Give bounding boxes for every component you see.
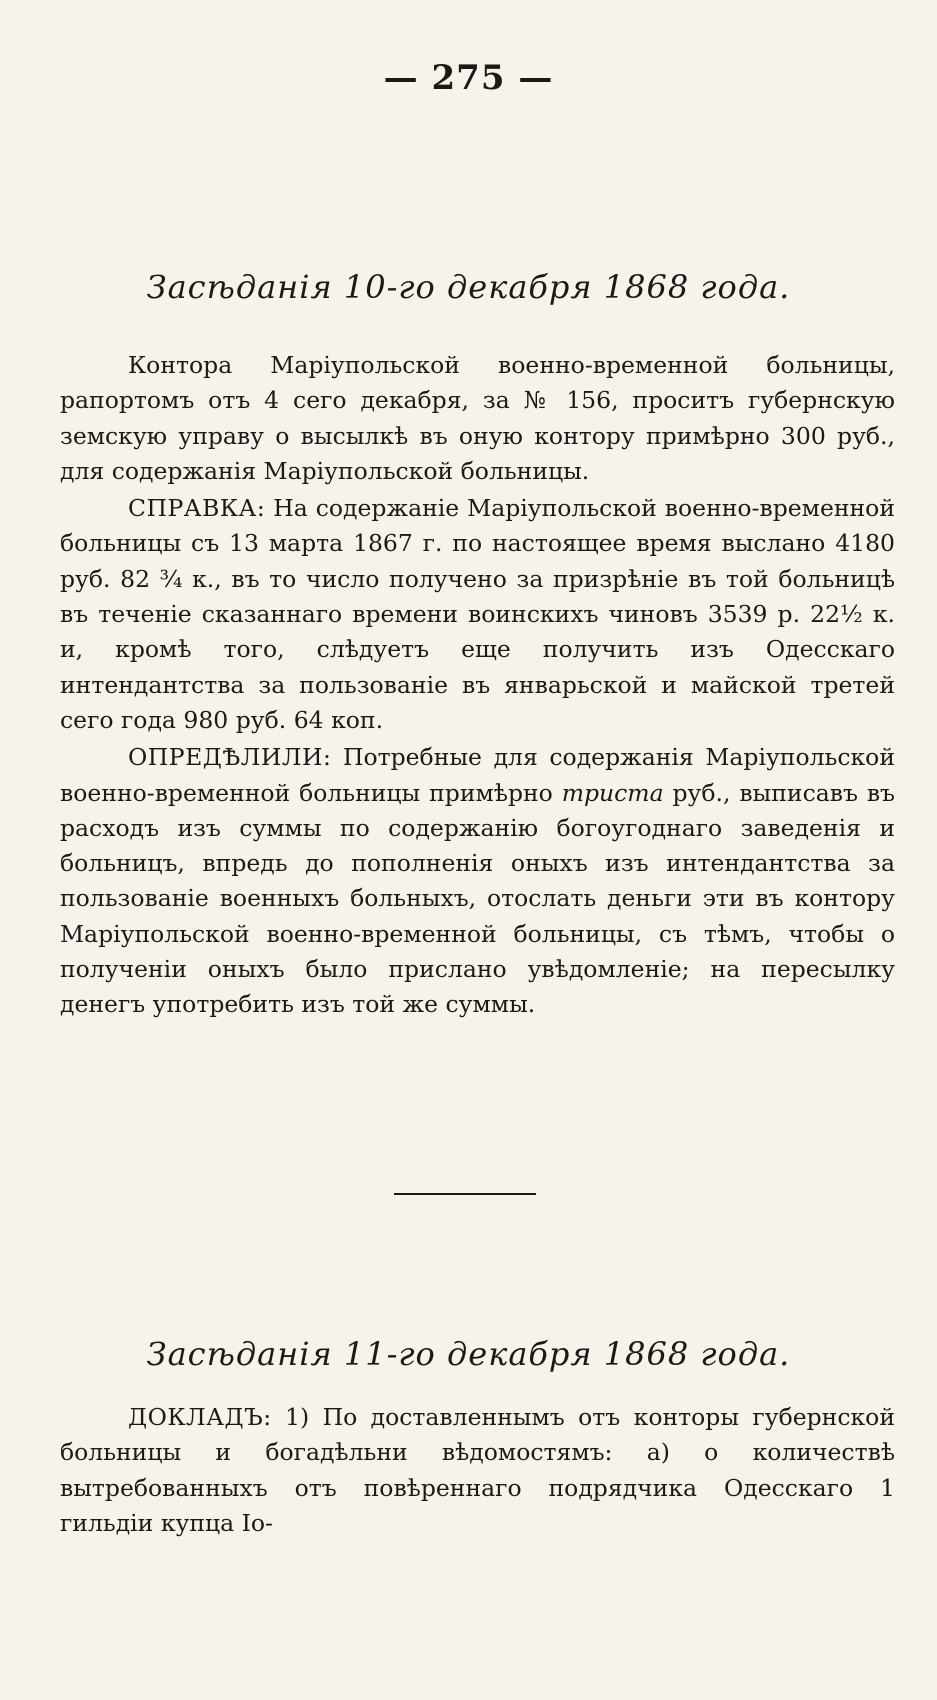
- reference-label: СПРАВКА:: [128, 494, 266, 523]
- resolution-amount-words: триста: [561, 778, 664, 807]
- session-body-dec-11: [60, 1400, 895, 1541]
- statement-label: ДОКЛАДЪ:: [128, 1403, 272, 1431]
- resolution-text-end: руб., выписавъ въ расходъ изъ суммы по содержанію богоугоднаго заведенія и больницъ, впредь до пополненія оныхъ изъ интендантства за пользованіе военныхъ больныхъ, отослать деньги эти въ контору Маріупольской военно-временной больницы, съ тѣмъ, чтобы о полученіи оныхъ было прислано увѣдомленіе; на пересылку денегъ употребить изъ той же суммы.: [60, 778, 895, 1019]
- resolution-label: ОПРЕДѢЛИЛИ:: [128, 743, 332, 772]
- statement-text: 1) По доставленнымъ отъ конторы губернской больницы и богадѣльни вѣдомостямъ: а) о количествѣ вытребованныхъ отъ повѣреннаго подрядчика Одесскаго 1 гильдіи купца Іо-: [60, 1403, 895, 1537]
- session-heading-dec-10: Засѣданія 10-го декабря 1868 года.: [146, 268, 791, 306]
- resolution-text-start: Потребные для содержанія Маріупольской военно-временной больницы примѣрно: [60, 743, 895, 807]
- paragraph-resolution: [60, 740, 895, 1022]
- paragraph-report: Контора Маріупольской военно-временной больницы, рапортомъ отъ 4 сего декабря, за № 156, проситъ губернскую земскую управу о высылкѣ въ оную контору примѣрно 300 руб., для содержанія Маріупольской больницы.: [60, 351, 895, 485]
- section-divider: [394, 1193, 536, 1195]
- paragraph-reference: [60, 491, 895, 738]
- paragraph-statement: [60, 1400, 895, 1541]
- session-heading-dec-11: Засѣданія 11-го декабря 1868 года.: [146, 1335, 791, 1373]
- reference-text: На содержаніе Маріупольской военно-временной больницы съ 13 марта 1867 г. по настоящее время выслано 4180 руб. 82 ¾ к., въ то число получено за призрѣніе въ той больницѣ въ теченіе сказаннаго времени воинскихъ чиновъ 3539 р. 22½ к. и, кромѣ того, слѣдуетъ еще получить изъ Одесскаго интендантства за пользованіе въ январьской и майской третей сего года 980 руб. 64 коп.: [60, 494, 895, 734]
- session-body-dec-10: [60, 348, 895, 1023]
- page-number: — 275 —: [383, 58, 554, 98]
